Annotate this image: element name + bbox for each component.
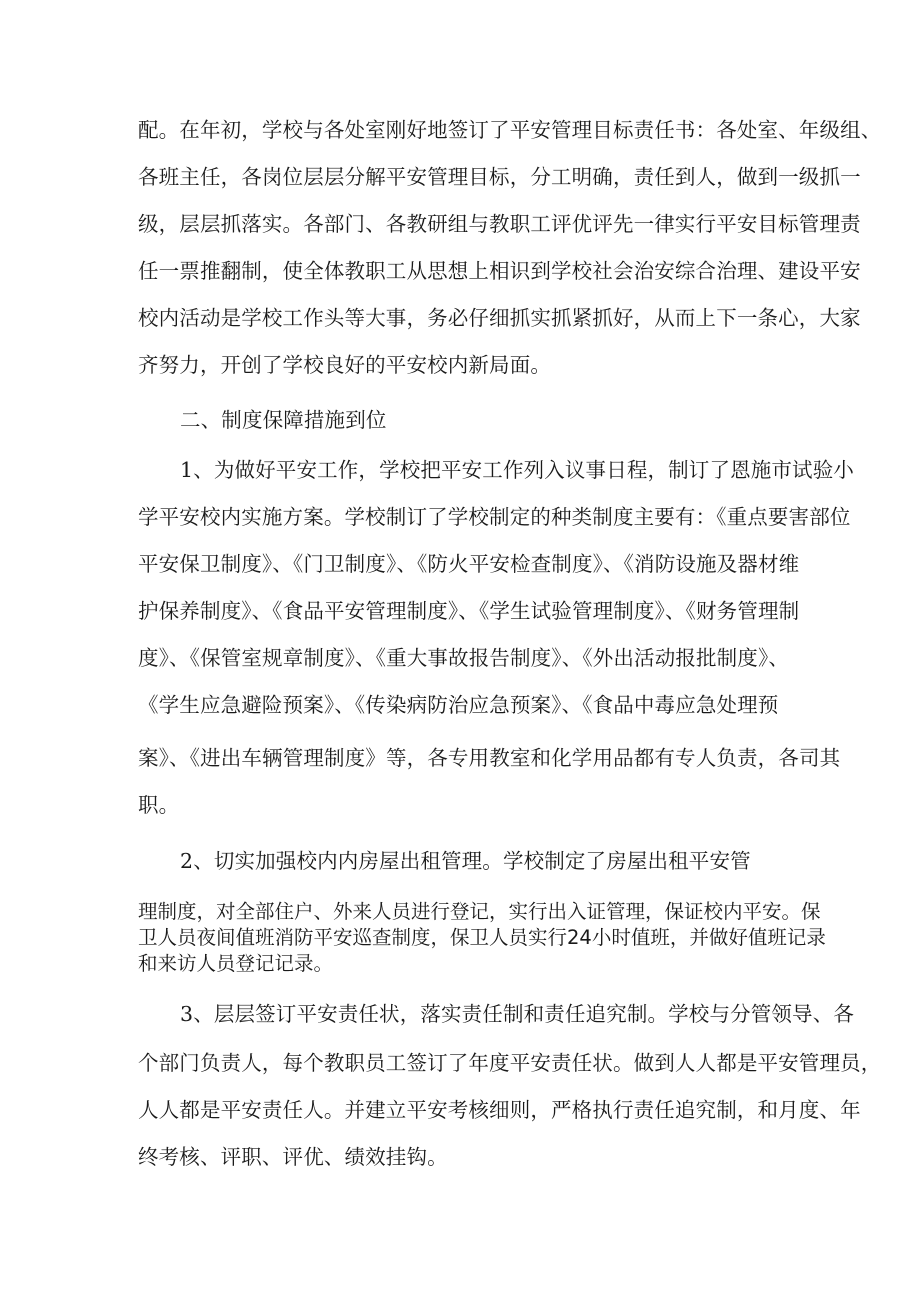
- paragraph-line: 人人都是平安责任人。并建立平安考核细则，严格执行责任追究制，和月度、年: [138, 1098, 861, 1122]
- paragraph-line: 平安保卫制度》、《门卫制度》、《防火平安检查制度》、《消防设施及器材维: [138, 552, 800, 576]
- paragraph-line: 学平安校内实施方案。学校制订了学校制定的种类制度主要有：《重点要害部位: [138, 505, 851, 529]
- paragraph-line: 护保养制度》、《食品平安管理制度》、《学生试验管理制度》、《财务管理制: [138, 599, 800, 623]
- paragraph-line: 任一票推翻制，使全体教职工从思想上相识到学校社会治安综合治理、建设平安: [138, 259, 861, 283]
- paragraph-line: 各班主任，各岗位层层分解平安管理目标，分工明确，责任到人，做到一级抓一: [138, 165, 861, 189]
- paragraph-line: 职。: [138, 793, 180, 817]
- paragraph-line: 配。在年初，学校与各处室刚好地签订了平安管理目标责任书：各处室、年级组、: [138, 118, 882, 142]
- paragraph-line: 3、层层签订平安责任状，落实责任制和责任追究制。学校与分管领导、各: [180, 1002, 854, 1026]
- paragraph-line: 校内活动是学校工作头等大事，务必仔细抓实抓紧抓好，从而上下一条心，大家: [138, 306, 861, 330]
- paragraph-line: 案》、《进出车辆管理制度》等，各专用教室和化学用品都有专人负责，各司其: [138, 746, 841, 770]
- paragraph-line: 度》、《保管室规章制度》、《重大事故报告制度》、《外出活动报批制度》、: [138, 646, 789, 670]
- paragraph-line: 级，层层抓落实。各部门、各教研组与教职工评优评先一律实行平安目标管理责: [138, 212, 861, 236]
- paragraph-line: 终考核、评职、评优、绩效挂钩。: [138, 1145, 448, 1169]
- paragraph-line: 1、为做好平安工作，学校把平安工作列入议事日程，制订了恩施市试验小: [180, 458, 854, 482]
- paragraph-line: 2、切实加强校内内房屋出租管理。学校制定了房屋出租平安管: [180, 849, 751, 873]
- paragraph-line: 《学生应急避险预案》、《传染病防治应急预案》、《食品中毒应急处理预: [138, 693, 779, 717]
- paragraph-line: 和来访人员登记记录。: [138, 952, 334, 975]
- paragraph-line: 理制度，对全部住户、外来人员进行登记，实行出入证管理，保证校内平安。保: [138, 900, 821, 923]
- paragraph-line: 卫人员夜间值班消防平安巡查制度，保卫人员实行24小时值班，并做好值班记录: [138, 926, 826, 949]
- paragraph-line: 齐努力，开创了学校良好的平安校内新局面。: [138, 353, 551, 377]
- paragraph-line: 个部门负责人，每个教职员工签订了年度平安责任状。做到人人都是平安管理员，: [138, 1051, 882, 1075]
- section-heading: 二、制度保障措施到位: [180, 408, 387, 432]
